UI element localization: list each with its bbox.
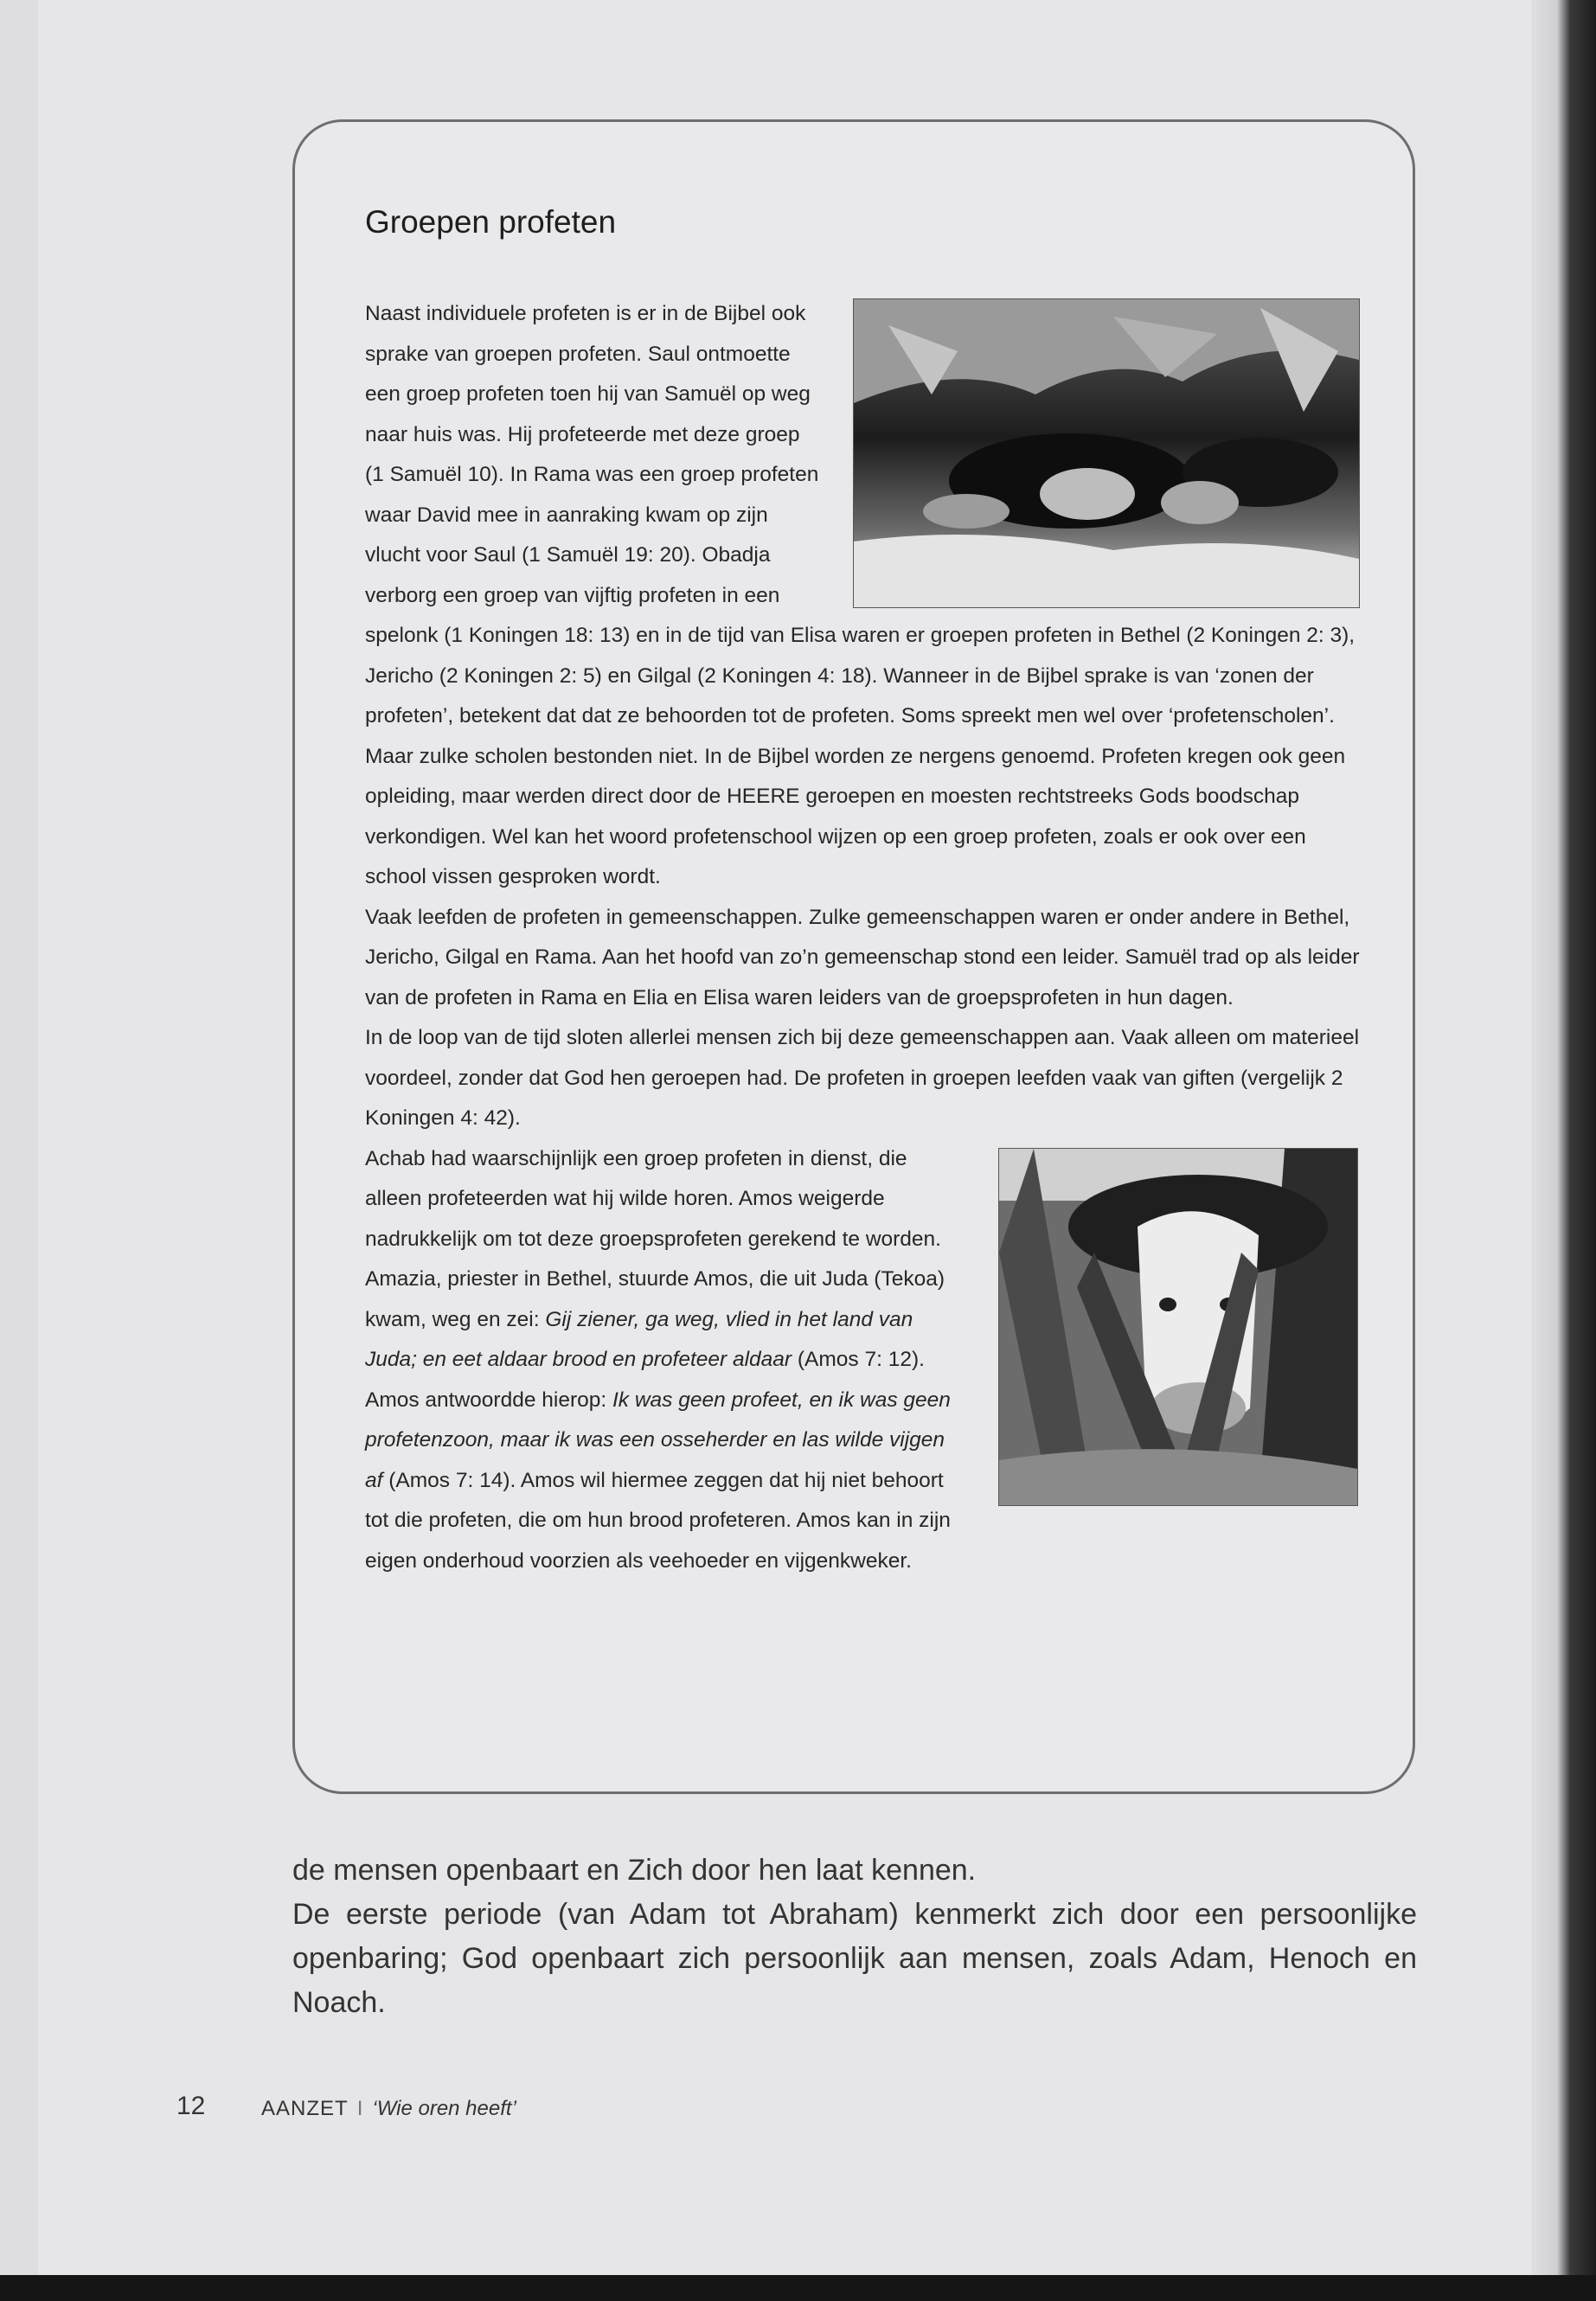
- amos-quote-2: Ik was geen profeet, en ik was geen profetenzoon, maar ik was een osseherder en las wilde vijgen af: [365, 1388, 951, 1492]
- scan-margin: [0, 0, 38, 2301]
- amos-reference-1: (Amos 7: 12). Amos antwoordde hierop:: [365, 1348, 925, 1412]
- scan-bottom-edge: [0, 2275, 1596, 2301]
- box-paragraph: In de loop van de tijd sloten allerlei mensen zich bij deze gemeenschappen aan. Vaak alleen om materieel voordeel, zonder dat God hen geroepen had. De profeten in groepen leefden vaak van giften (vergelijk 2 Koningen 4: 42).: [365, 1026, 1360, 1130]
- box-paragraph: Naast individuele profeten is er in de Bijbel ook sprake van groepen profeten. Saul ontmoette een groep profeten toen hij van Samuël op weg naar huis was. Hij profeteerde met deze groep (1 Samuël 10). In Rama was een groep profeten waar David mee in aanraking kwam op zijn vlucht voor Saul (1 Samuël 19: 20). Obadja verborg een groep van vijftig profeten in een spelonk (1 Koningen 18: 13) en in de tijd van Elisa waren er groepen profeten in Bethel (2 Koningen 2: 3), Jericho (2 Koningen 2: 5) en Gilgal (2 Koningen 4: 18). Wanneer in de Bijbel sprake is van ‘zonen der profeten’, betekent dat dat ze behoorden tot de profeten. Soms spreekt men wel over ‘profetenscholen’. Maar zulke scholen bestonden niet. In de Bijbel worden ze nergens genoemd. Profeten kregen ook geen opleiding, maar werden direct door de HEERE geroepen en moesten rechtstreeks Gods boodschap verkondigen. Wel kan het woord profetenschool wijzen op een groep profeten, zoals er ook over een school vissen gesproken wordt.: [365, 302, 1356, 888]
- cow-photo: [998, 1148, 1358, 1506]
- cave-photo: [853, 298, 1360, 608]
- footer-separator: I: [356, 2097, 364, 2120]
- running-footer: [261, 2097, 516, 2121]
- box-body: [365, 294, 1360, 1581]
- book-title: AANZET: [261, 2097, 349, 2120]
- box-paragraph: Vaak leefden de profeten in gemeenschappen. Zulke gemeenschappen waren er onder andere in Bethel, Jericho, Gilgal en Rama. Aan het hoofd van zo’n gemeenschap stond een leider. Samuël trad op als leider van de profeten in Rama en Elia en Elisa waren leiders van de groepsprofeten in hun dagen.: [365, 905, 1360, 1009]
- amos-intro: Amazia, priester in Bethel, stuurde Amos, die uit Juda (Tekoa) kwam, weg en zei:: [365, 1267, 945, 1331]
- book-subtitle: ‘Wie oren heeft’: [372, 2097, 516, 2120]
- main-body-text: [292, 1849, 1417, 2025]
- amos-quote-1: Gij ziener, ga weg, vlied in het land van Juda; en eet aldaar brood en profeteer aldaar: [365, 1307, 913, 1371]
- main-paragraph: de mensen openbaart en Zich door hen laat kennen.: [292, 1854, 977, 1887]
- box-title: Groepen profeten: [365, 204, 617, 240]
- page-number: 12: [176, 2092, 206, 2120]
- main-paragraph: De eerste periode (van Adam tot Abraham) kenmerkt zich door een persoonlijke openbaring; God openbaart zich persoonlijk aan mensen, zoals Adam, Henoch en Noach.: [292, 1898, 1417, 2019]
- book-spine-shadow: [1531, 0, 1596, 2301]
- amos-reference-2: (Amos 7: 14). Amos wil hiermee zeggen dat hij niet behoort tot die profeten, die om hun brood profeteren. Amos kan in zijn eigen onderhoud voorzien als veehoeder en vijgenkweker.: [365, 1468, 951, 1573]
- box-paragraph: Achab had waarschijnlijk een groep profeten in dienst, die alleen profeteerden wat hij wilde horen. Amos weigerde nadrukkelijk om tot deze groepsprofeten gerekend te worden.: [365, 1146, 941, 1251]
